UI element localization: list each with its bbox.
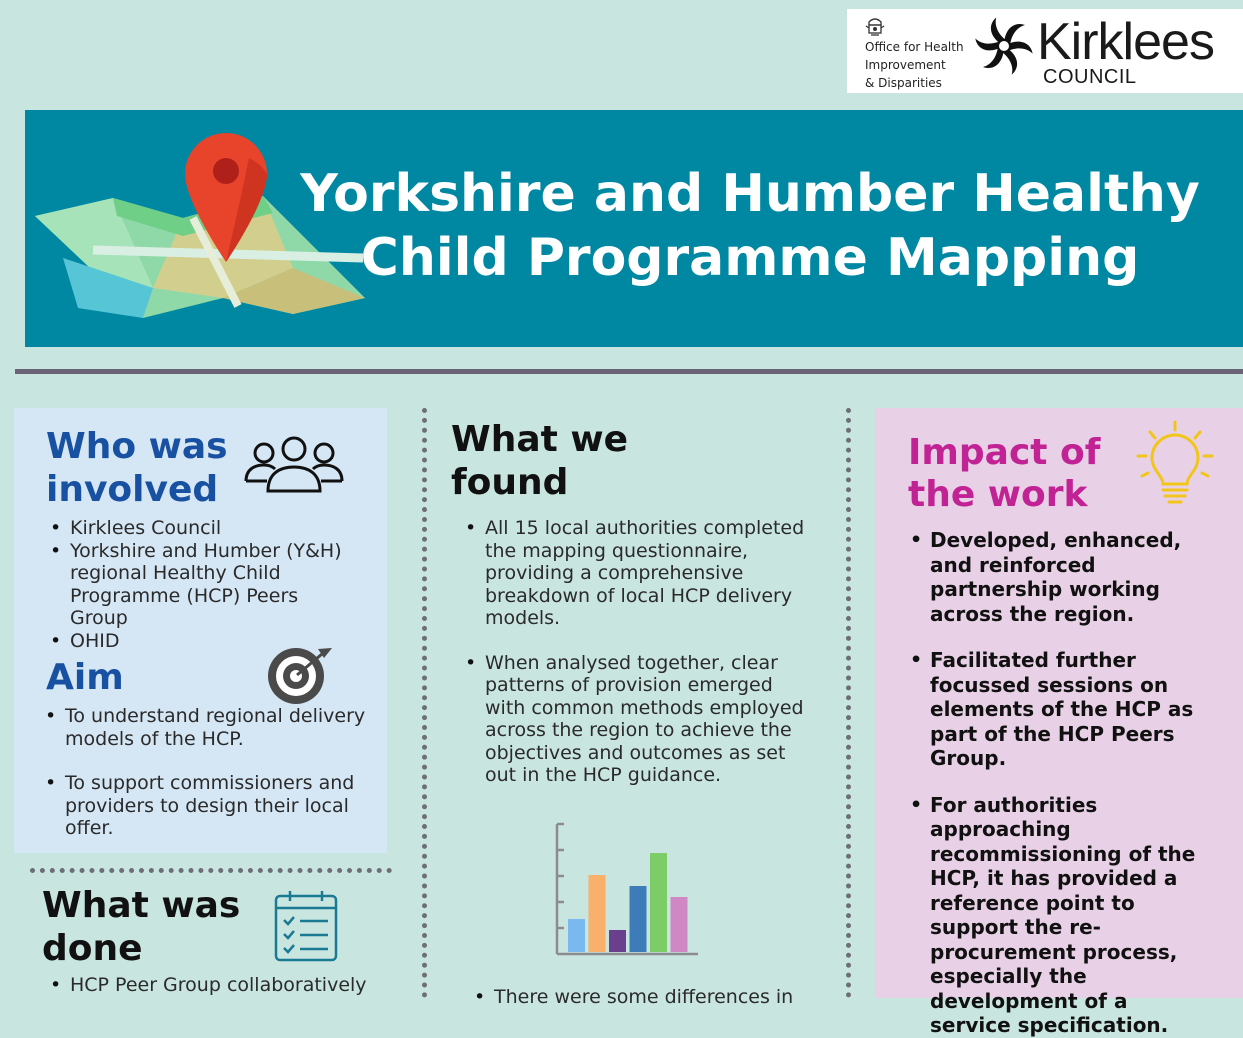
dotted-divider xyxy=(30,868,392,873)
bar-6 xyxy=(671,897,688,952)
who-involved-heading xyxy=(46,425,246,511)
list-item: • Developed, enhanced, and reinforced partnership working across the region. xyxy=(906,528,1214,626)
what-found-list-continued xyxy=(470,986,822,1009)
what-done-list xyxy=(46,974,386,997)
page-title-line: Child Programme Mapping xyxy=(360,228,1140,288)
section-divider xyxy=(15,369,1243,374)
target-icon xyxy=(264,646,334,706)
bar-5 xyxy=(650,853,667,952)
kirklees-logo-name: Kirklees xyxy=(1037,13,1214,71)
list-item: • Kirklees Council xyxy=(46,517,346,540)
aim-heading-text: Aim xyxy=(46,657,124,698)
bar-3 xyxy=(609,930,626,952)
list-item: • All 15 local authorities completed the mapping questionnaire, providing a comprehensive breakdown of local HCP delivery models. xyxy=(461,517,813,630)
list-item: • HCP Peer Group collaboratively xyxy=(46,974,386,997)
bar-4 xyxy=(630,886,647,952)
list-item: • Facilitated further focussed sessions on elements of the HCP as part of the HCP Peers Group. xyxy=(906,648,1214,771)
who-heading-line: Who was xyxy=(46,426,228,467)
page-title-line: Yorkshire and Humber Healthy xyxy=(300,164,1200,224)
bar-1 xyxy=(568,919,585,952)
ohid-logo-text xyxy=(865,38,964,92)
ohid-line: Office for Health xyxy=(865,40,964,54)
ohid-line: & Disparities xyxy=(865,76,942,90)
list-item: • For authorities approaching recommissioning of the HCP, it has provided a reference point to support the re-procurement process, especially the development of a service specification. xyxy=(906,793,1214,1038)
who-involved-list xyxy=(46,517,346,652)
done-heading-line: done xyxy=(42,928,143,969)
list-item: • OHID xyxy=(46,630,346,653)
kirklees-logo-council: COUNCIL xyxy=(1043,66,1137,88)
list-item: • To support commissioners and providers to design their local offer. xyxy=(41,772,377,840)
aim-heading xyxy=(46,656,124,699)
what-found-list xyxy=(461,517,813,787)
column-divider xyxy=(422,408,427,998)
aim-list xyxy=(41,705,377,840)
list-item: • There were some differences in xyxy=(470,986,822,1009)
checklist-icon xyxy=(272,888,340,964)
title-banner xyxy=(25,110,1243,347)
bar-2 xyxy=(589,875,606,952)
done-heading-line: What was xyxy=(42,885,241,926)
people-group-icon xyxy=(243,436,345,494)
bar-chart-illustration xyxy=(548,818,708,960)
royal-crest-icon xyxy=(863,14,887,40)
what-found-heading xyxy=(451,418,628,504)
kirklees-swirl-icon xyxy=(973,15,1035,77)
list-item: • To understand regional delivery models of the HCP. xyxy=(41,705,377,750)
logo-strip xyxy=(847,9,1243,93)
ohid-line: Improvement xyxy=(865,58,946,72)
page-title xyxy=(275,162,1225,290)
list-item: • When analysed together, clear patterns of provision emerged with common methods employed across the region to achieve the objectives and outcomes as set out in the HCP guidance. xyxy=(461,652,813,787)
impact-heading-line: the work xyxy=(908,474,1088,515)
impact-heading xyxy=(908,432,1100,516)
lightbulb-icon xyxy=(1134,420,1216,506)
what-done-heading xyxy=(42,884,272,970)
found-heading-line: found xyxy=(451,462,569,503)
impact-list xyxy=(906,528,1214,1038)
found-heading-line: What we xyxy=(451,419,629,460)
column-divider xyxy=(846,408,851,998)
impact-heading-line: Impact of xyxy=(908,432,1101,473)
list-item: • Yorkshire and Humber (Y&H) regional Healthy Child Programme (HCP) Peers Group xyxy=(46,540,346,630)
who-heading-line: involved xyxy=(46,469,219,510)
